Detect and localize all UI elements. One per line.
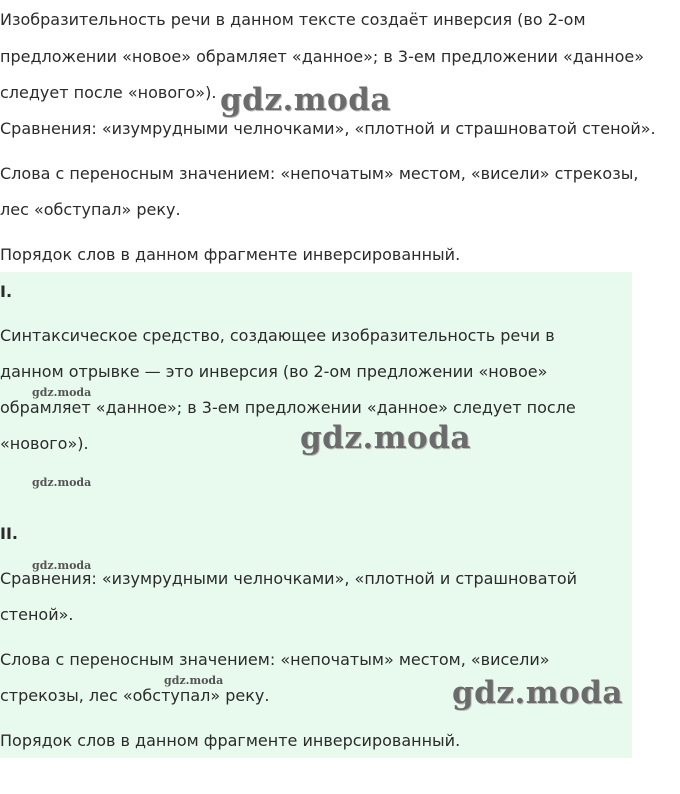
watermark-small: gdz.moda bbox=[164, 674, 224, 687]
part1-line: «нового»). bbox=[0, 434, 89, 453]
intro-line: Слова с переносным значением: «непочатым» местом, «висели» стрекозы, bbox=[0, 164, 639, 183]
watermark-small: gdz.moda bbox=[32, 559, 92, 572]
intro-line: Изобразительность речи в данном тексте создаёт инверсия (во 2-ом bbox=[0, 10, 586, 29]
part1-heading: I. bbox=[0, 282, 13, 301]
intro-line: предложении «новое» обрамляет «данное»; в 3-ем предложении «данное» bbox=[0, 47, 644, 66]
part2-line: стеной». bbox=[0, 605, 74, 624]
part1-line: Синтаксическое средство, создающее изобразительность речи в bbox=[0, 326, 555, 345]
intro-line: следует после «нового»). bbox=[0, 83, 217, 102]
watermark-small: gdz.moda bbox=[32, 476, 92, 489]
part2-line: Порядок слов в данном фрагменте инверсированный. bbox=[0, 731, 461, 750]
watermark-logo: gdz.moda bbox=[220, 82, 391, 118]
part2-line: Слова с переносным значением: «непочатым» местом, «висели» bbox=[0, 650, 550, 669]
part2-line: стрекозы, лес «обступал» реку. bbox=[0, 686, 270, 705]
intro-line: Сравнения: «изумрудными челночками», «плотной и страшноватой стеной». bbox=[0, 119, 656, 138]
watermark-logo: gdz.moda bbox=[300, 420, 471, 456]
part2-heading: II. bbox=[0, 524, 18, 543]
watermark-small: gdz.moda bbox=[32, 386, 92, 399]
part2-line: Сравнения: «изумрудными челночками», «плотной и страшноватой bbox=[0, 569, 578, 588]
intro-line: лес «обступал» реку. bbox=[0, 200, 181, 219]
part1-line: обрамляет «данное»; в 3-ем предложении «данное» следует после bbox=[0, 398, 576, 417]
intro-line: Порядок слов в данном фрагменте инверсированный. bbox=[0, 245, 461, 264]
watermark-logo: gdz.moda bbox=[452, 675, 623, 711]
part1-line: данном отрывке — это инверсия (во 2-ом предложении «новое» bbox=[0, 362, 548, 381]
